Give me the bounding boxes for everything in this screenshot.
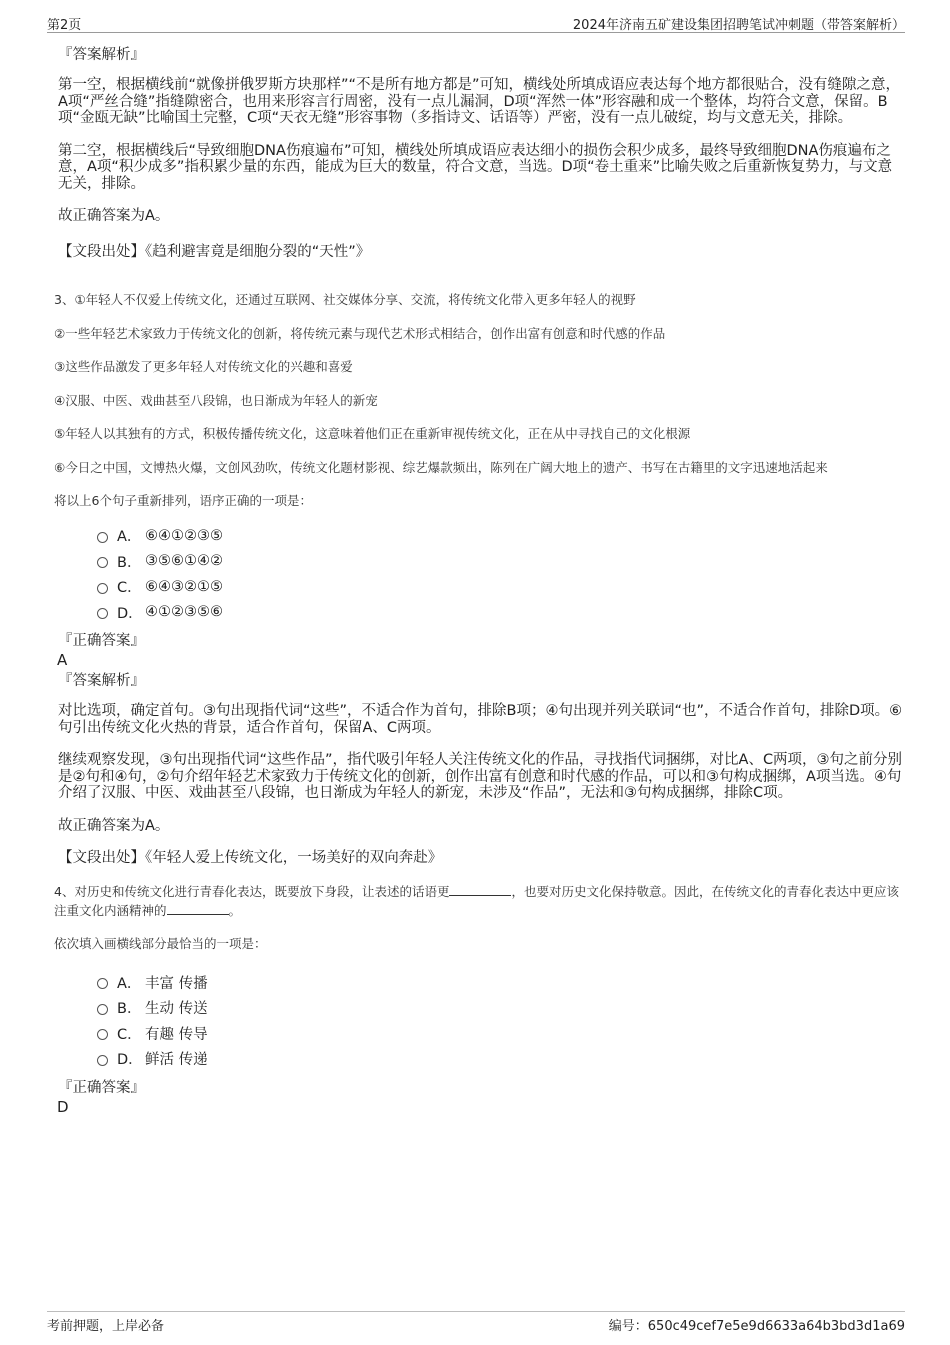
option-text: 生动 传送: [145, 1001, 208, 1018]
analysis-label: 『答案解析』: [58, 673, 145, 689]
question-3: [0, 290, 950, 867]
question-stem: [54, 882, 904, 920]
option-text: 有趣 传导: [145, 1026, 208, 1043]
question-line: ②一些年轻艺术家致力于传统文化的创新，将传统元素与现代艺术形式相结合，创作出富有创意和时代感的作品: [54, 325, 666, 341]
analysis-label: 『答案解析』: [58, 47, 145, 63]
radio-button[interactable]: [97, 1055, 108, 1066]
radio-button[interactable]: [97, 557, 108, 568]
stem-text: 。: [228, 902, 242, 918]
page-content: [0, 45, 950, 1116]
source-citation: 【文段出处】《年轻人爱上传统文化，一场美好的双向奔赴》: [58, 850, 443, 866]
option-b[interactable]: [97, 995, 950, 1021]
stem-text: 4、对历史和传统文化进行青春化表达，既要放下身段，让表述的话语更: [54, 883, 450, 899]
option-text: 丰富 传播: [145, 975, 208, 992]
option-b[interactable]: [97, 549, 950, 575]
correct-answer: A: [57, 651, 68, 669]
radio-button[interactable]: [97, 608, 108, 619]
radio-button[interactable]: [97, 1029, 108, 1040]
fill-blank: [167, 903, 229, 915]
question-line: 3、①年轻人不仅爱上传统文化，还通过互联网、社交媒体分享、交流，将传统文化带入更多年轻人的视野: [54, 292, 636, 307]
option-a[interactable]: [97, 970, 950, 996]
option-text: ④①②③⑤⑥: [145, 604, 223, 621]
option-a[interactable]: [97, 523, 950, 549]
question-4: [0, 882, 950, 1116]
option-text: ⑥④①②③⑤: [145, 527, 223, 544]
option-letter: A．: [117, 529, 142, 546]
option-letter: D．: [117, 1052, 143, 1069]
correct-answer-label: 『正确答案』: [58, 633, 145, 649]
option-d[interactable]: [97, 1046, 950, 1072]
correct-answer: D: [57, 1097, 69, 1116]
analysis-conclusion: 故正确答案为A。: [58, 208, 170, 224]
analysis-paragraph: 第一空，根据横线前“就像拼俄罗斯方块那样”“不是所有地方都是”可知，横线处所填成语应表达每个地方都很贴合，没有缝隙之意，A项“严丝合缝”指缝隙密合，也用来形容言行周密，没有一点儿漏洞，D项“浑然一体”形容融和成一个整体，均符合文意，保留。B项“金瓯无缺”比喻国土完整，C项“天衣无缝”形容事物（多指诗文、话语等）严密，没有一点儿破绽，均与文意无关，排除。: [58, 77, 901, 126]
correct-answer-label: 『正确答案』: [58, 1079, 145, 1096]
option-letter: B．: [117, 1001, 142, 1018]
question-line: ⑥今日之中国，文博热火爆，文创风劲吹，传统文化题材影视、综艺爆款频出，陈列在广阔大地上的遗产、书写在古籍里的文字迅速地活起来: [54, 459, 828, 475]
option-c[interactable]: [97, 574, 950, 600]
option-list: [0, 970, 950, 1072]
radio-button[interactable]: [97, 1004, 108, 1015]
question-prompt: 将以上6个句子重新排列，语序正确的一项是：: [54, 493, 312, 508]
stem-text: ，也要对历史文化保持敬意。因此，在传统文化的青春化表达中更应该注重文化内涵精神的: [54, 883, 899, 918]
option-d[interactable]: [97, 600, 950, 626]
option-letter: A．: [117, 975, 142, 992]
option-text: ③⑤⑥①④②: [145, 553, 223, 570]
code-value: 650c49cef7e5e9d6633a64b3bd3d1a69: [647, 1319, 905, 1334]
analysis-paragraph: 第二空，根据横线后“导致细胞DNA伤痕遍布”可知，横线处所填成语应表达细小的损伤会积少成多，最终导致细胞DNA伤痕遍布之意，A项“积少成多”指积累少量的东西，能成为巨大的数量，符合文意，当选。D项“卷土重来”比喻失败之后重新恢复势力，与文意无关，排除。: [58, 142, 893, 192]
question-line: ③这些作品激发了更多年轻人对传统文化的兴趣和喜爱: [54, 359, 353, 374]
radio-button[interactable]: [97, 532, 108, 543]
radio-button[interactable]: [97, 978, 108, 989]
document-code: [609, 1315, 905, 1334]
document-title: 2024年济南五矿建设集团招聘笔试冲刺题（带答案解析）: [572, 18, 905, 33]
page-footer: [47, 1311, 905, 1334]
page-header: [47, 12, 905, 33]
option-letter: B．: [117, 554, 142, 571]
option-letter: C．: [117, 1026, 142, 1043]
source-citation: 【文段出处】《趋利避害竟是细胞分裂的“天性”》: [58, 243, 371, 260]
question-line: ④汉服、中医、戏曲甚至八段锦，也日渐成为年轻人的新宠: [54, 392, 378, 408]
radio-button[interactable]: [97, 583, 108, 594]
analysis-conclusion: 故正确答案为A。: [58, 817, 170, 834]
footer-slogan: 考前押题，上岸必备: [47, 1319, 165, 1334]
analysis-paragraph: 继续观察发现，③句出现指代词“这些作品”，指代吸引年轻人关注传统文化的作品，寻找指代词捆绑，对比A、C两项，③句之前分别是②句和④句，②句介绍年轻艺术家致力于传统文化的创新，创作出富有创意和时代感的作品，可以和③句构成捆绑，A项当选。④句介绍了汉服、中医、戏曲甚至八段锦，也日渐成为年轻人的新宠，未涉及“作品”，无法和③句构成捆绑，排除C项。: [58, 752, 903, 801]
option-letter: D．: [117, 605, 143, 622]
analysis-paragraph: 对比选项，确定首句。③句出现指代词“这些”，不适合作为首句，排除B项；④句出现并列关联词“也”，不适合作首句，排除D项。⑥句引出传统文化火热的背景，适合作首句，保留A、C两项。: [58, 703, 903, 736]
question-line: ⑤年轻人以其独有的方式，积极传播传统文化，这意味着他们正在重新审视传统文化，正在从中寻找自己的文化根源: [54, 426, 691, 441]
code-label: 编号：: [608, 1319, 648, 1334]
option-letter: C．: [117, 580, 142, 597]
option-text: 鲜活 传递: [145, 1052, 208, 1069]
question-prompt: 依次填入画横线部分最恰当的一项是：: [54, 935, 267, 951]
page-number: 第2页: [47, 18, 82, 33]
option-c[interactable]: [97, 1021, 950, 1047]
option-list: [0, 523, 950, 625]
option-text: ⑥④③②①⑤: [145, 578, 223, 595]
fill-blank: [449, 884, 511, 896]
